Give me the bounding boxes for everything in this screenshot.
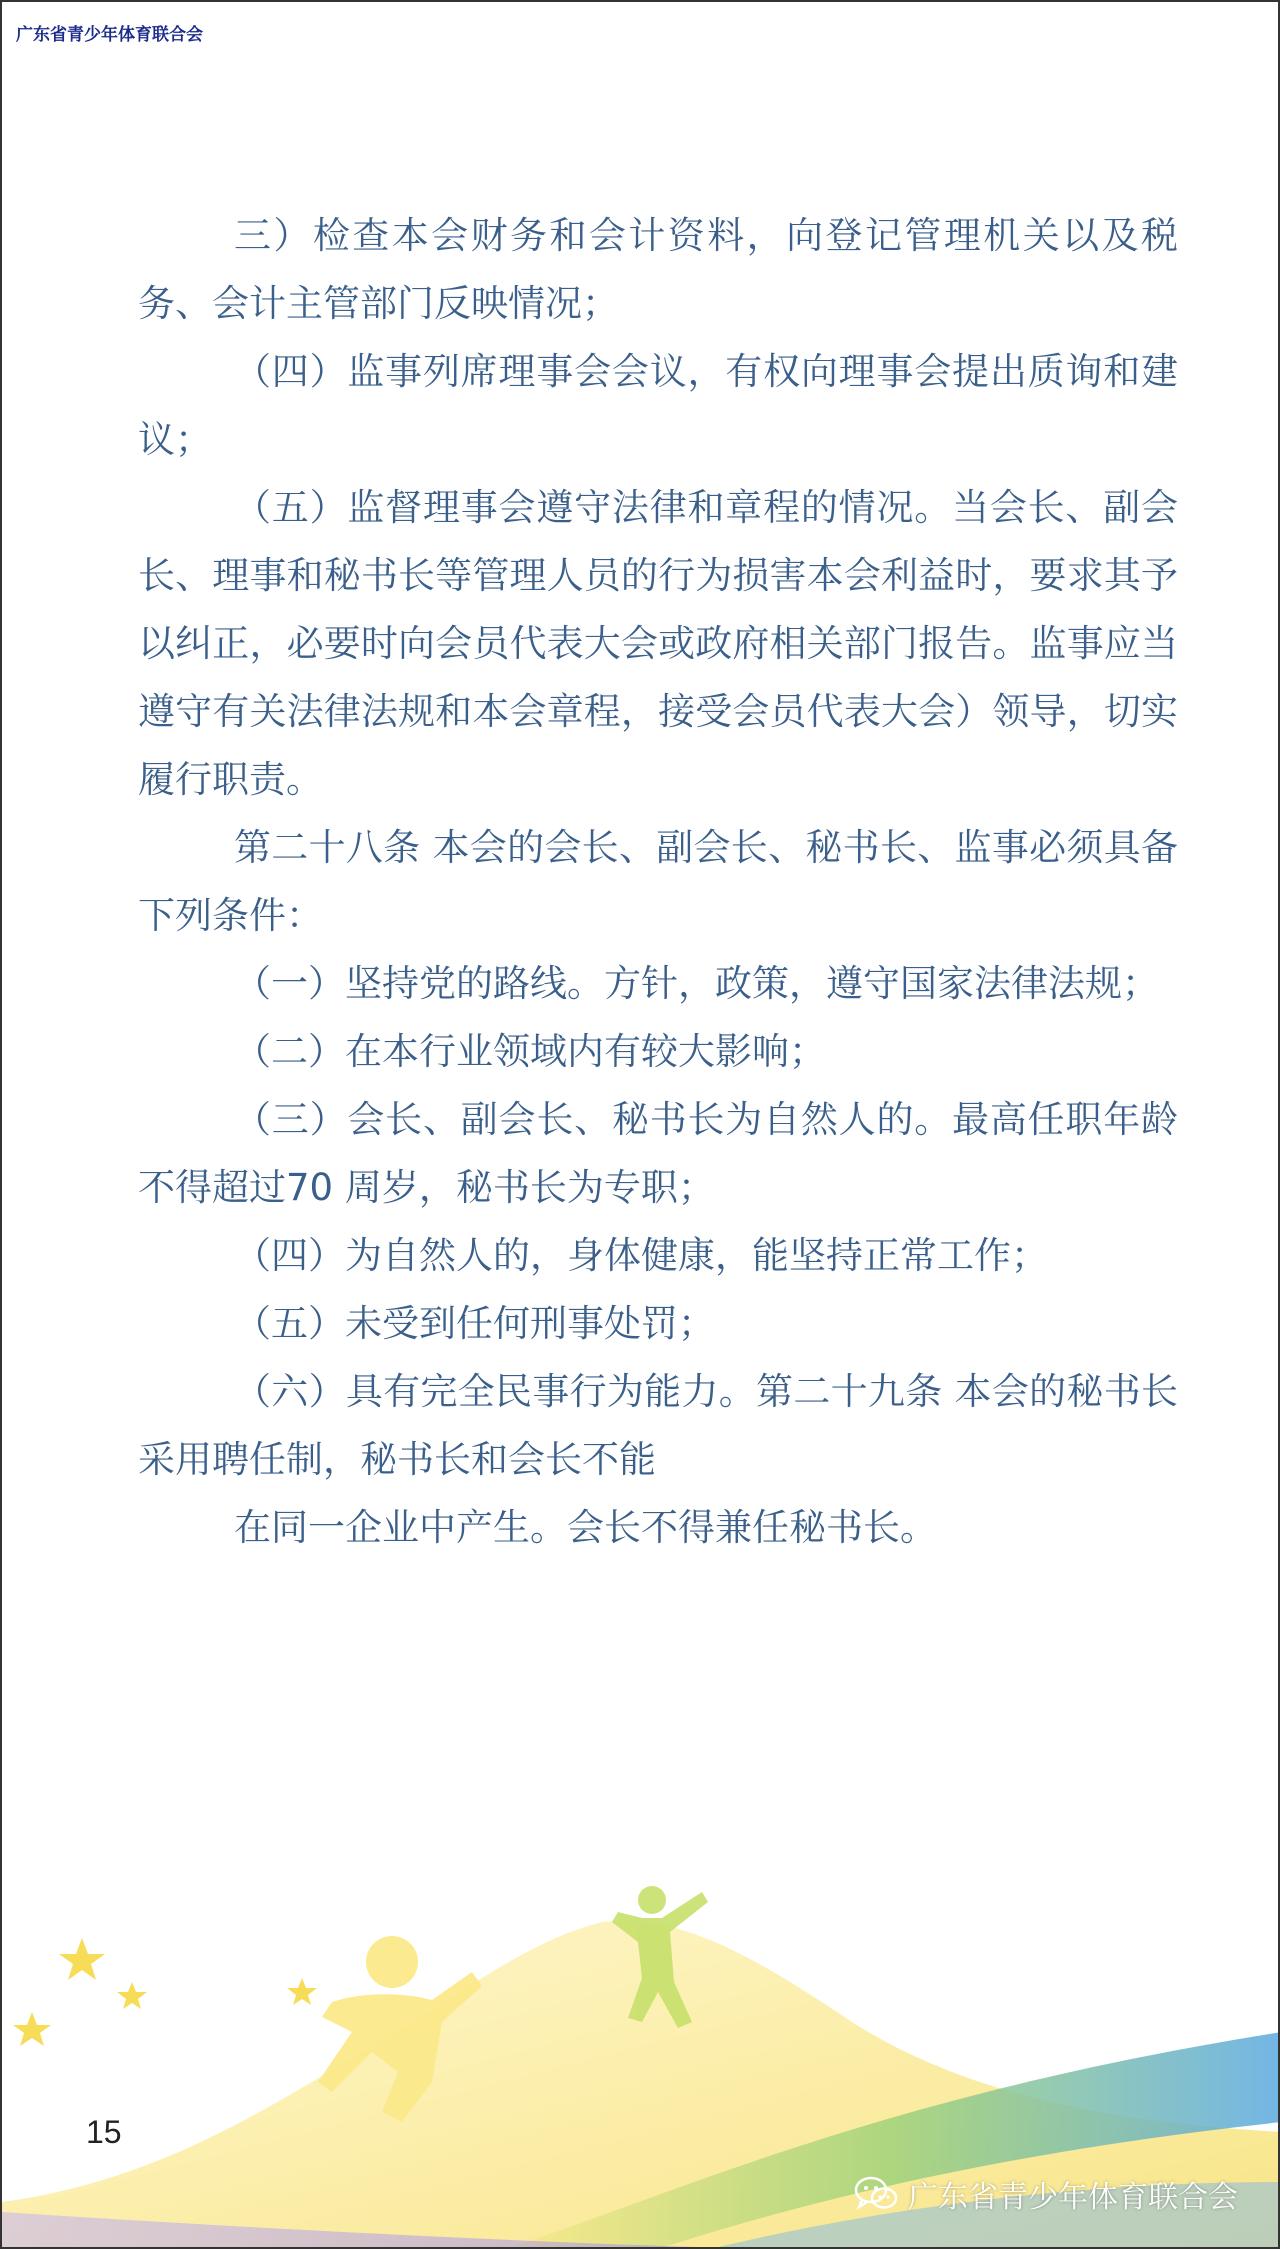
paragraph: 第二十八条 本会的会长、副会长、秘书长、监事必须具备下列条件： (138, 826, 1178, 937)
paragraph: （五）未受到任何刑事处罚； (234, 1302, 715, 1345)
paragraph: 三）检查本会财务和会计资料，向登记管理机关以及税务、会计主管部门反映情况； (138, 214, 1178, 325)
star-icons (13, 1938, 317, 2046)
page-number: 15 (86, 2114, 122, 2150)
paragraph: （二）在本行业领域内有较大影响； (234, 1030, 826, 1073)
paragraph: （五）监督理事会遵守法律和章程的情况。当会长、副会长、理事和秘书长等管理人员的行为损害本会利益时，要求其予以纠正，必要时向会员代表大会或政府相关部门报告。监事应当遵守有关法律法规和本会章程，接受会员代表大会）领导，切实履行职责。 (138, 486, 1178, 801)
paragraph: 在同一企业中产生。会长不得兼任秘书长。 (234, 1506, 937, 1549)
star-icon (287, 1978, 317, 2005)
star-icon (13, 2012, 51, 2046)
paragraph: （三）会长、副会长、秘书长为自然人的。最高任职年龄不得超过70 周岁，秘书长为专职； (138, 1098, 1178, 1209)
watermark-text: 广东省青少年体育联合会 (908, 2180, 1238, 2215)
paragraph: （一）坚持党的路线。方针，政策，遵守国家法律法规； (234, 962, 1159, 1005)
star-icon (117, 1982, 147, 2009)
paragraph: （四）监事列席理事会会议，有权向理事会提出质询和建议； (138, 350, 1178, 461)
star-icon (59, 1938, 105, 1980)
paragraph: （六）具有完全民事行为能力。第二十九条 本会的秘书长采用聘任制，秘书长和会长不能 (138, 1370, 1178, 1481)
wechat-icon (854, 2176, 898, 2212)
article-body (138, 202, 1178, 1562)
paragraph: （四）为自然人的，身体健康，能坚持正常工作； (234, 1234, 1048, 1277)
header-org-name: 广东省青少年体育联合会 (16, 25, 203, 45)
wechat-watermark (854, 2172, 1238, 2216)
